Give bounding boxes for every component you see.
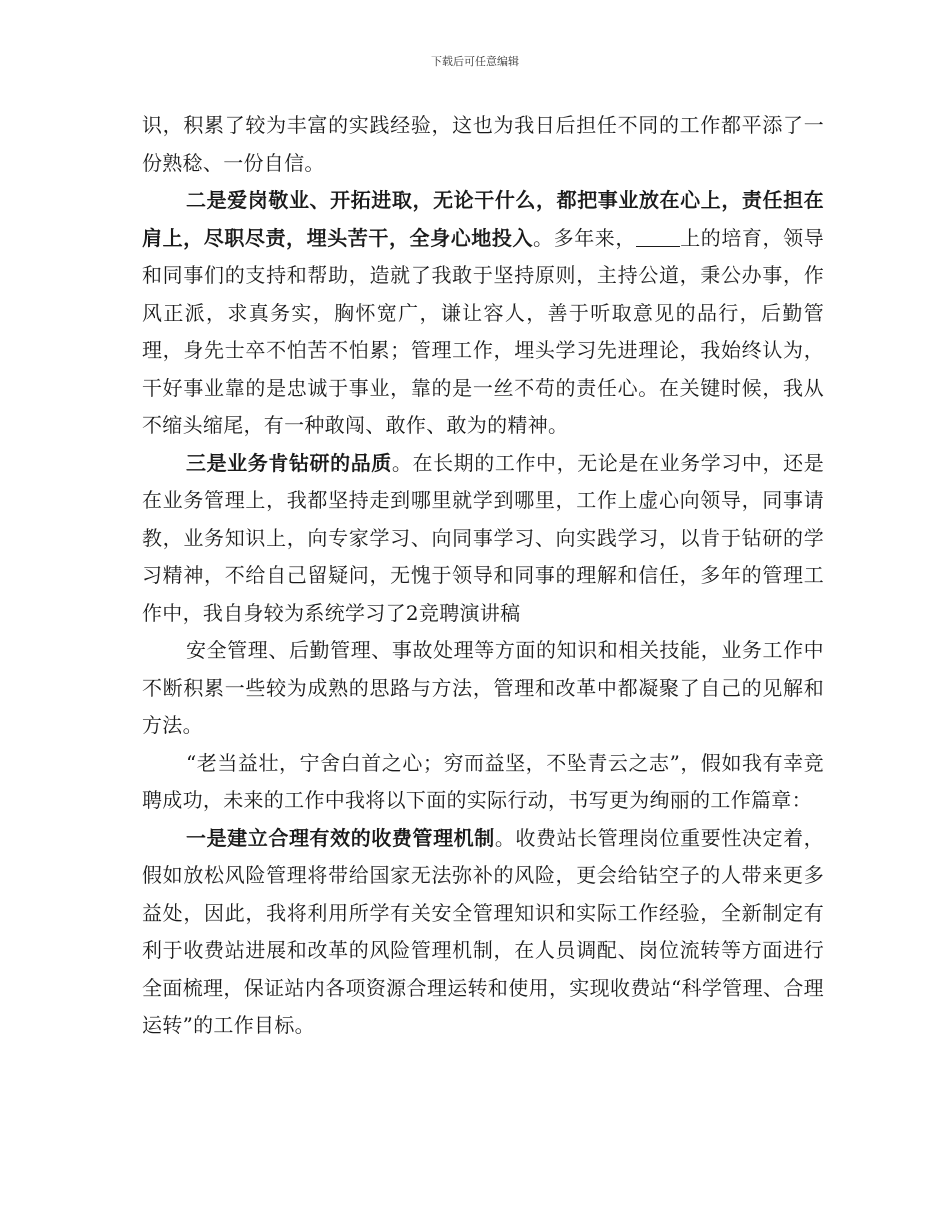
paragraph-experience: 识，积累了较为丰富的实践经验，这也为我日后担任不同的工作都平添了一份熟稔、一份自信。 bbox=[142, 113, 824, 175]
paragraph-dedication bbox=[142, 182, 824, 445]
page-header: 下载后可任意编辑 bbox=[431, 55, 519, 68]
paragraph-mechanism-text: 。收费站长管理岗位重要性决定着，假如放松风险管理将带给国家无法弥补的风险，更会给钻空子的人带来更多益处，因此，我将利用所学有关安全管理知识和实际工作经验，全新制定有利于收费站进展和改革的风险管理机制，在人员调配、岗位流转等方面进行全面梳理，保证站内各项资源合理运转和使用，实现收费站“科学管理、合理运转”的工作目标。 bbox=[142, 825, 824, 1037]
paragraph-mechanism-heading: 一是建立合理有效的收费管理机制 bbox=[186, 825, 495, 850]
paragraph-study-text: 。在长期的工作中，无论是在业务学习中，还是在业务管理上，我都坚持走到哪里就学到哪里，工作上虚心向领导，同事请教，业务知识上，向专家学习、向同事学习、向实践学习，以肯于钻研的学习精神，不给自己留疑问，无愧于领导和同事的理解和信任，多年的管理工作中，我自身较为系统学习了2竞聘演讲稿 bbox=[142, 450, 824, 625]
paragraph-dedication-text-a: 。多年来， bbox=[533, 225, 636, 250]
paragraph-dedication-text-b: 上的培育，领导和同事们的支持和帮助，造就了我敢于坚持原则，主持公道，秉公办事，作风正派，求真务实，胸怀宽广，谦让容人，善于听取意见的品行，后勤管理，身先士卒不怕苦不怕累；管理工作，埋头学习先进理论，我始终认为，干好事业靠的是忠诚于事业，靠的是一丝不苟的责任心。在关键时候，我从不缩头缩尾，有一种敢闯、敢作、敢为的精神。 bbox=[142, 225, 824, 437]
paragraph-mechanism bbox=[142, 820, 824, 1045]
paragraph-study bbox=[142, 445, 824, 633]
fill-in-blank bbox=[636, 226, 680, 247]
paragraph-study-heading: 三是业务肯钻研的品质 bbox=[186, 450, 392, 475]
document-body bbox=[142, 107, 824, 1045]
paragraph-quote: “老当益壮，宁舍白首之心；穷而益坚，不坠青云之志”，假如我有幸竞聘成功，未来的工作中我将以下面的实际行动，书写更为绚丽的工作篇章： bbox=[142, 750, 824, 812]
paragraph-dedication-heading: 二是爱岗敬业、开拓进取，无论干什么，都把事业放在心上，责任担在肩上，尽职尽责，埋头苦干，全身心地投入 bbox=[142, 188, 824, 250]
paragraph-skills: 安全管理、后勤管理、事故处理等方面的知识和相关技能，业务工作中不断积累一些较为成熟的思路与方法，管理和改革中都凝聚了自己的见解和方法。 bbox=[142, 638, 824, 737]
